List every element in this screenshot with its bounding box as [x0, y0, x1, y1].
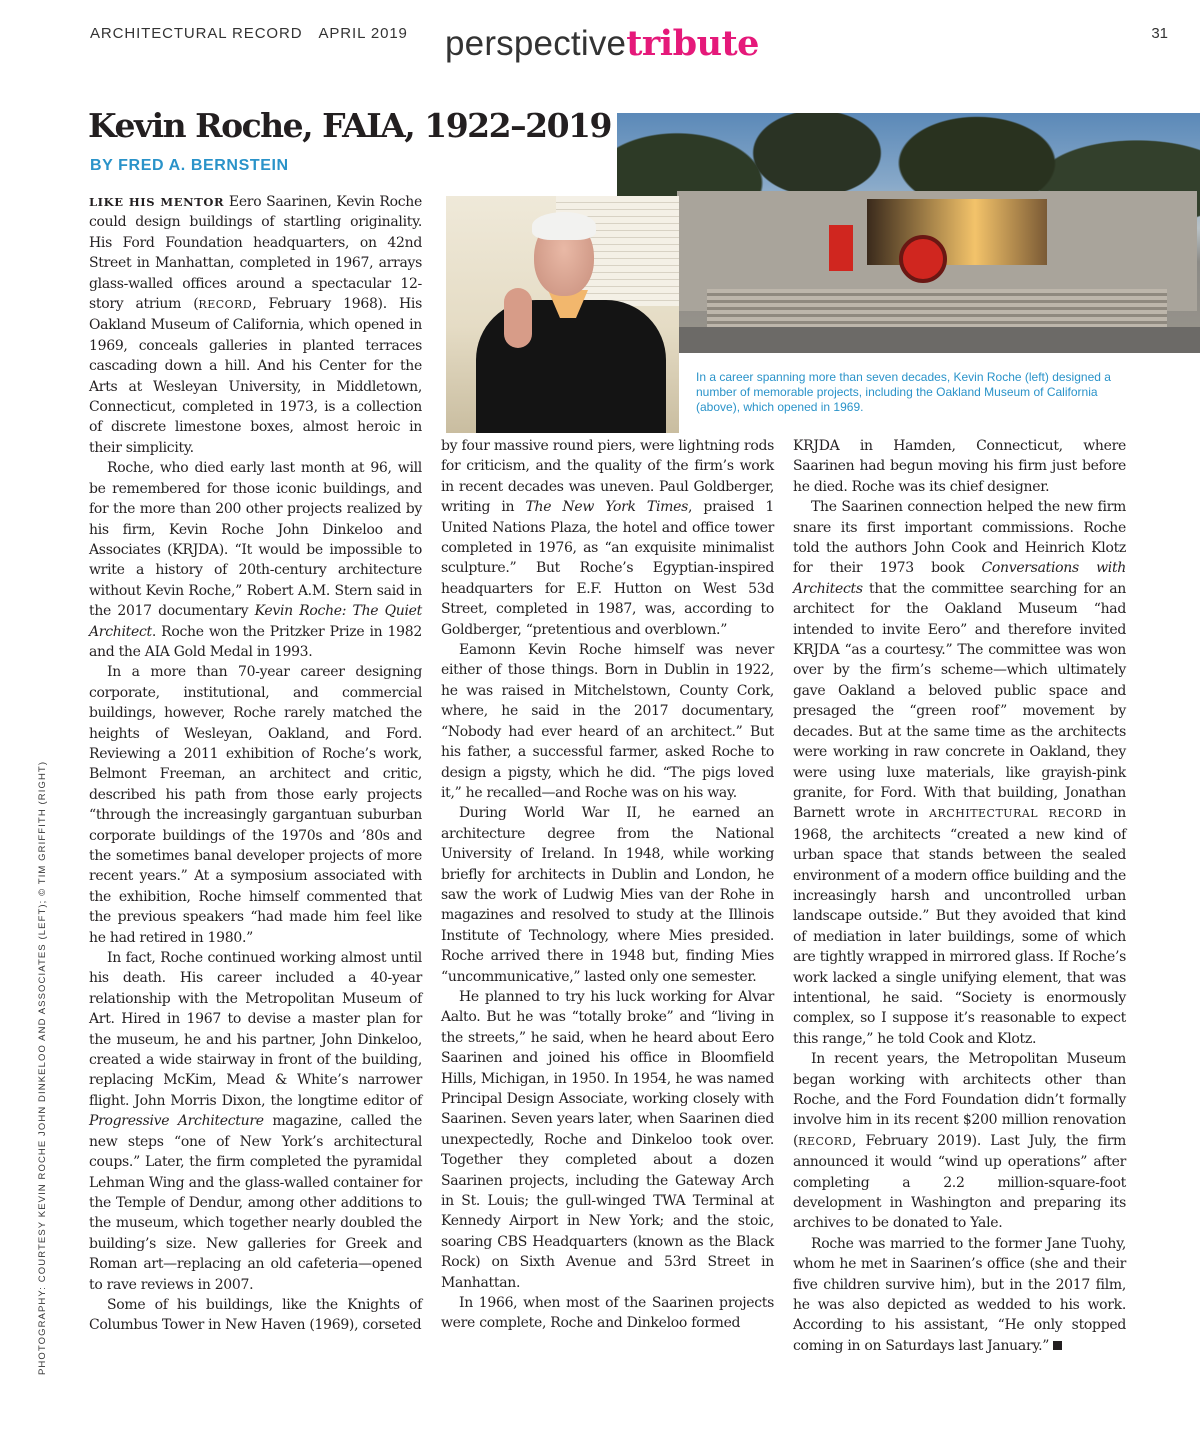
photo-credit: PHOTOGRAPHY: COURTESY KEVIN ROCHE JOHN DINKELOO AND ASSOCIATES (LEFT); © TIM GRIFFITH (RIGHT)	[37, 760, 48, 1375]
paragraph-8: He planned to try his luck working for Alvar Aalto. But he was “totally broke” and “living in the streets,” he said, when he heard about Eero Saarinen and joined his office in Bloomfield Hills, Michigan, in 1950. In 1954, he was named Principal Design Associate, working closely with Saarinen. Seven years later, when Saarinen died unexpectedly, Roche and Dinkeloo took over. Together they completed about a dozen Saarinen projects, including the Gateway Arch in St. Louis; the gull-winged TWA Terminal at Kennedy Airport in New York; and the stoic, soaring CBS Headquarters (known as the Black Rock) on Sixth Avenue and 53rd Street in Manhattan.	[441, 988, 774, 1291]
paragraph-7: During World War II, he earned an architecture degree from the National University of Ireland. In 1948, while working briefly for architects in Dublin and London, he saw the work of Ludwig Mies van der Rohe in magazines and resolved to study at the Illinois Institute of Technology, where Mies presided. Roche arrived there in 1948 but, finding Mies “uncommunicative,” lasted only one semester.	[441, 805, 774, 985]
paragraph-5-cont: by four massive round piers, were lightning rods for criticism, and the quality of the firm’s work in recent decades was uneven. Paul Goldberger, writing in The New York Times, praised 1 United Nations Plaza, the hotel and office tower completed in 1976, as “an exquisite minimalist sculpture.” But Roche’s Egyptian-inspired headquarters for E.F. Hutton on West 53d Street, completed in 1987, was, according to Goldberger, “pretentious and overblown.”	[441, 438, 774, 638]
issue-date: APRIL 2019	[318, 25, 408, 42]
photo-museum-seal	[899, 235, 947, 283]
section-label	[445, 20, 759, 68]
magazine-name: ARCHITECTURAL RECORD	[90, 25, 303, 42]
paragraph-2: Roche, who died early last month at 96, will be remembered for those iconic buildings, and for the more than 200 other projects realized by his firm, Kevin Roche John Dinkeloo and Associates (KRJDA). “It would be impossible to write a history of 20th-century architecture without Kevin Roche,” Robert A.M. Stern said in the 2017 documentary Kevin Roche: The Quiet Architect. Roche won the Pritzker Prize in 1982 and the AIA Gold Medal in 1993.	[89, 460, 422, 660]
article-column-3	[793, 436, 1126, 1356]
paragraph-9-start: In 1966, when most of the Saarinen projects were complete, Roche and Dinkeloo formed	[441, 1295, 774, 1332]
paragraph-12: Roche was married to the former Jane Tuohy, whom he met in Saarinen’s office (she and their five children survive him), but in the 2017 film, he was also depicted as wedded to his work. According to his assistant, “He only stopped coming in on Saturdays last January.”	[793, 1235, 1126, 1354]
photo-hand	[504, 288, 532, 348]
photo-museum-entrance	[867, 199, 1047, 265]
running-header	[90, 25, 408, 42]
photo-museum-sign	[829, 225, 853, 271]
photo-street	[617, 327, 1200, 353]
paragraph-9-cont: KRJDA in Hamden, Connecticut, where Saarinen had begun moving his firm just before he died. Roche was its chief designer.	[793, 438, 1126, 495]
paragraph-6: Eamonn Kevin Roche himself was never either of those things. Born in Dublin in 1922, he was raised in Mitchelstown, County Cork, where, he said in the 2017 documentary, “Nobody had ever heard of an architect.” But his father, a successful farmer, asked Roche to design a pigsty, which he did. “The pigs loved it,” he recalled—and Roche was on his way.	[441, 642, 774, 801]
page-number: 31	[1151, 25, 1168, 42]
photo-caption: In a career spanning more than seven decades, Kevin Roche (left) designed a number of memorable projects, including the Oakland Museum of California (above), which opened in 1969.	[696, 370, 1111, 414]
article-column-2	[441, 436, 774, 1334]
photo-kevin-roche-portrait	[446, 196, 679, 433]
paragraph-4: In fact, Roche continued working almost until his death. His career included a 40-year relationship with the Metropolitan Museum of Art. Hired in 1967 to devise a master plan for the museum, he and his partner, John Dinkeloo, created a wide stairway in front of the building, replacing McKim, Mead & White’s narrower flight. John Morris Dixon, the longtime editor of Progressive Architecture magazine, called the new steps “one of New York’s architectural coups.” Later, the firm completed the pyramidal Lehman Wing and the glass-walled container for the Temple of Dendur, among other additions to the museum, which together nearly doubled the building’s size. New galleries for Greek and Roman art—replacing an old cafeteria—opened to rave reviews in 2007.	[89, 950, 422, 1293]
paragraph-11: In recent years, the Metropolitan Museum began working with architects other than Roche, and the Ford Foundation didn’t formally involve him in its recent $200 million renovation (RECORD, February 2019). Last July, the firm announced it would “wind up operations” after completing a 2.2 million-square-foot development in Washington and preparing its archives to be donated to Yale.	[793, 1051, 1126, 1232]
lead-in: LIKE HIS MENTOR	[89, 195, 225, 209]
paragraph-5-start: Some of his buildings, like the Knights of Columbus Tower in New Haven (1969), corseted	[89, 1296, 422, 1334]
section-label-bold: tribute	[626, 23, 759, 64]
photo-oakland-museum	[617, 113, 1200, 353]
paragraph-10: The Saarinen connection helped the new firm snare its first important commissions. Roche told the authors John Cook and Heinrich Klotz for their 1973 book Conversations with Architects that the committee searching for an architect for the Oakland Museum “had intended to invite Eero” and therefore invited KRJDA “as a courtesy.” The committee was won over by the firm’s scheme—which ultimately gave Oakland a beloved public space and presaged the “green roof” movement by decades. But at the same time as the architects were working in raw concrete in Oakland, they were using luxe materials, like grayish-pink granite, for Ford. With that building, Jonathan Barnett wrote in ARCHITECTURAL RECORD in 1968, the architects “created a new kind of urban space that stands between the sealed environment of a modern office building and the increasingly harsh and uncontrolled urban landscape outside.” But they avoided that kind of mediation in later buildings, some of which are tightly wrapped in mirrored glass. If Roche’s work lacked a single unifying element, that was intentional, he said. “Society is enormously complex, so I suppose it’s reasonable to expect this range,” he told Cook and Klotz.	[793, 499, 1126, 1047]
photo-museum-steps	[707, 289, 1167, 329]
byline: BY FRED A. BERNSTEIN	[90, 157, 289, 174]
section-label-light: perspective	[445, 24, 627, 63]
article-title: Kevin Roche, FAIA, 1922–2019	[88, 106, 611, 145]
paragraph-1: LIKE HIS MENTOR Eero Saarinen, Kevin Roche could design buildings of startling originality. His Ford Foundation headquarters, on 42nd Street in Manhattan, completed in 1967, arrays glass-walled offices around a spectacular 12-story atrium (RECORD, February 1968). His Oakland Museum of California, which opened in 1969, conceals galleries in planted terraces cascading down a hill. And his Center for the Arts at Wesleyan University, in Middletown, Connecticut, completed in 1973, is a collection of discrete limestone boxes, almost heroic in their simplicity.	[89, 194, 422, 456]
photo-hair	[532, 212, 596, 240]
end-mark-icon	[1053, 1341, 1062, 1350]
paragraph-3: In a more than 70-year career designing corporate, institutional, and commercial buildings, however, Roche rarely matched the heights of Wesleyan, Oakland, and Ford. Reviewing a 2011 exhibition of Roche’s work, Belmont Freeman, an architect and critic, described his path from those early projects “through the increasingly gargantuan suburban corporate buildings of the 1970s and ’80s and the sometimes banal developer projects of more recent years.” At a symposium associated with the exhibition, Roche himself commented that the previous speakers “had made him feel like he had retired in 1980.”	[89, 664, 422, 946]
article-column-1	[89, 192, 422, 1336]
